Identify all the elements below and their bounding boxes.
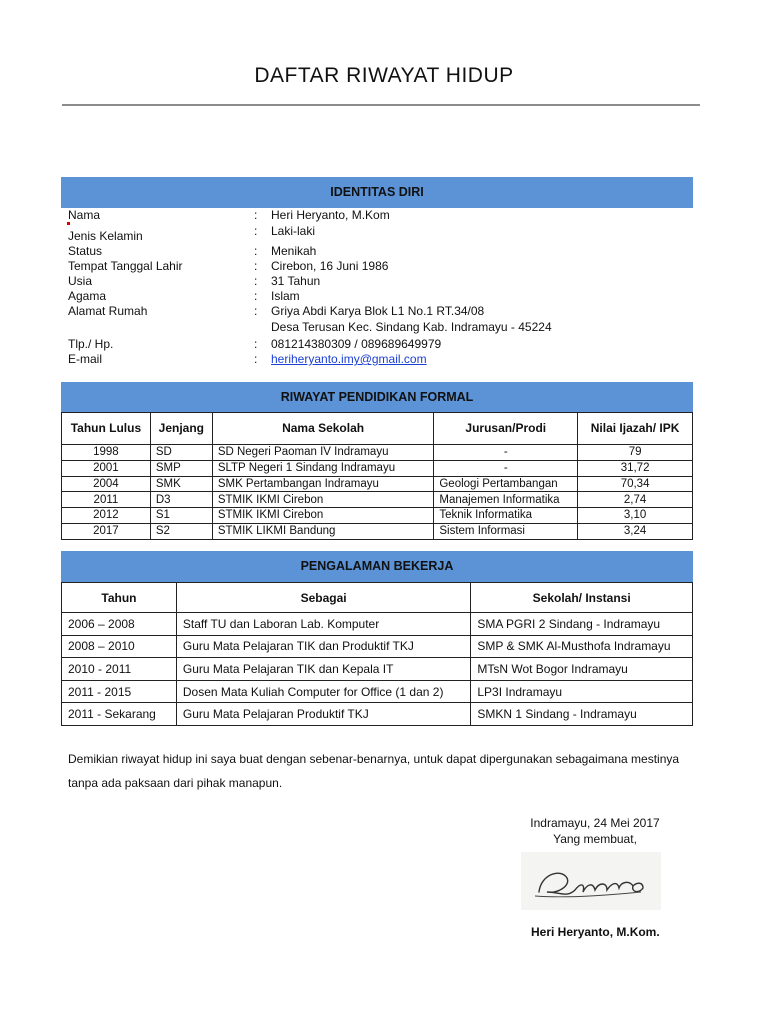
- table-cell: SMK: [150, 476, 212, 492]
- identity-label: E-mail: [68, 352, 103, 366]
- identity-separator: :: [254, 244, 258, 258]
- identity-separator: :: [254, 259, 258, 273]
- table-header-row: [62, 413, 693, 445]
- table-cell: Dosen Mata Kuliah Computer for Office (1 dan 2): [176, 680, 470, 703]
- identity-separator: :: [254, 337, 258, 351]
- table-cell: SMK Pertambangan Indramayu: [212, 476, 434, 492]
- identity-separator: :: [254, 224, 258, 238]
- identity-label: Tlp./ Hp.: [68, 337, 114, 351]
- table-cell: 2011: [62, 492, 151, 508]
- table-row: [62, 703, 693, 726]
- table-cell: SD Negeri Paoman IV Indramayu: [212, 445, 434, 461]
- table-cell: 70,34: [578, 476, 693, 492]
- identity-row-address: [68, 304, 688, 319]
- identity-label: Nama: [68, 208, 101, 222]
- signer-name: Heri Heryanto, M.Kom.: [531, 925, 660, 939]
- identity-separator: :: [254, 304, 258, 318]
- table-cell: 2006 – 2008: [62, 613, 177, 636]
- table-cell: Guru Mata Pelajaran TIK dan Kepala IT: [176, 658, 470, 681]
- table-cell: -: [434, 460, 578, 476]
- column-header: Tahun Lulus: [62, 413, 151, 445]
- table-row: [62, 680, 693, 703]
- table-header-row: [62, 583, 693, 613]
- email-link[interactable]: heriheryanto.imy@gmail.com: [271, 352, 427, 366]
- identity-row-phone: [68, 337, 688, 352]
- education-table: [61, 412, 693, 540]
- table-cell: STMIK LIKMI Bandung: [212, 523, 434, 539]
- table-cell: 79: [578, 445, 693, 461]
- table-cell: MTsN Wot Bogor Indramayu: [471, 658, 693, 681]
- table-cell: Guru Mata Pelajaran Produktif TKJ: [176, 703, 470, 726]
- table-cell: D3: [150, 492, 212, 508]
- identity-row-gender: [68, 224, 688, 243]
- table-row: [62, 460, 693, 476]
- identity-row-email: [68, 352, 688, 367]
- closing-line-1: Demikian riwayat hidup ini saya buat dengan sebenar-benarnya, untuk dapat dipergunakan sebagaimana mestinya: [68, 752, 680, 766]
- identity-value: Heri Heryanto, M.Kom: [271, 208, 390, 222]
- column-header: Jenjang: [150, 413, 212, 445]
- table-cell: S2: [150, 523, 212, 539]
- table-cell: 2010 - 2011: [62, 658, 177, 681]
- table-cell: SD: [150, 445, 212, 461]
- identity-label: Status: [68, 244, 103, 258]
- table-row: [62, 508, 693, 524]
- table-cell: 3,24: [578, 523, 693, 539]
- table-row: [62, 635, 693, 658]
- column-header: Nama Sekolah: [212, 413, 434, 445]
- table-cell: LP3I Indramayu: [471, 680, 693, 703]
- table-cell: 2012: [62, 508, 151, 524]
- identity-section-header: IDENTITAS DIRI: [61, 177, 693, 208]
- table-cell: STMIK IKMI Cirebon: [212, 508, 434, 524]
- table-cell: 2011 - Sekarang: [62, 703, 177, 726]
- identity-separator: :: [254, 289, 258, 303]
- table-cell: 3,10: [578, 508, 693, 524]
- identity-label: Usia: [68, 274, 93, 288]
- identity-value: Islam: [271, 289, 300, 303]
- table-cell: Guru Mata Pelajaran TIK dan Produktif TKJ: [176, 635, 470, 658]
- education-section-header: RIWAYAT PENDIDIKAN FORMAL: [61, 382, 693, 413]
- table-cell: 2011 - 2015: [62, 680, 177, 703]
- identity-separator: :: [254, 274, 258, 288]
- column-header: Tahun: [62, 583, 177, 613]
- table-cell: SLTP Negeri 1 Sindang Indramayu: [212, 460, 434, 476]
- identity-label: Alamat Rumah: [68, 304, 148, 318]
- identity-value: Cirebon, 16 Juni 1986: [271, 259, 389, 273]
- identity-separator: :: [254, 208, 258, 222]
- table-cell: 2008 – 2010: [62, 635, 177, 658]
- signature-image: [521, 852, 661, 910]
- table-cell: Geologi Pertambangan: [434, 476, 578, 492]
- identity-row-birth: [68, 259, 688, 274]
- table-cell: SMP: [150, 460, 212, 476]
- table-row: [62, 476, 693, 492]
- identity-value: Griya Abdi Karya Blok L1 No.1 RT.34/08: [271, 304, 485, 318]
- table-cell: 2004: [62, 476, 151, 492]
- signature-place-date: Indramayu, 24 Mei 2017: [530, 816, 660, 830]
- table-cell: 2017: [62, 523, 151, 539]
- column-header: Nilai Ijazah/ IPK: [578, 413, 693, 445]
- identity-value: 31 Tahun: [271, 274, 321, 288]
- table-row: [62, 523, 693, 539]
- table-cell: Staff TU dan Laboran Lab. Komputer: [176, 613, 470, 636]
- title-divider: [62, 104, 700, 106]
- table-row: [62, 445, 693, 461]
- identity-row-name: [68, 208, 688, 223]
- column-header: Sebagai: [176, 583, 470, 613]
- table-row: [62, 492, 693, 508]
- signature-made-by: Yang membuat,: [553, 832, 637, 846]
- column-header: Sekolah/ Instansi: [471, 583, 693, 613]
- work-section-header: PENGALAMAN BEKERJA: [61, 551, 693, 582]
- table-cell: -: [434, 445, 578, 461]
- identity-value: Desa Terusan Kec. Sindang Kab. Indramayu - 45224: [271, 320, 552, 334]
- table-cell: SMP & SMK Al-Musthofa Indramayu: [471, 635, 693, 658]
- table-cell: Manajemen Informatika: [434, 492, 578, 508]
- table-cell: SMA PGRI 2 Sindang - Indramayu: [471, 613, 693, 636]
- identity-row-address-line2: [68, 320, 688, 335]
- identity-value: Laki-laki: [271, 224, 316, 238]
- identity-label: Agama: [68, 289, 107, 303]
- identity-row-religion: [68, 289, 688, 304]
- table-cell: 2,74: [578, 492, 693, 508]
- table-cell: STMIK IKMI Cirebon: [212, 492, 434, 508]
- identity-row-age: [68, 274, 688, 289]
- signature-scribble: [521, 852, 661, 910]
- table-cell: S1: [150, 508, 212, 524]
- table-row: [62, 613, 693, 636]
- table-cell: Teknik Informatika: [434, 508, 578, 524]
- identity-label: Jenis Kelamin: [68, 229, 143, 243]
- closing-line-2: tanpa ada paksaan dari pihak manapun.: [68, 776, 283, 790]
- table-cell: SMKN 1 Sindang - Indramayu: [471, 703, 693, 726]
- identity-row-status: [68, 244, 688, 259]
- identity-label: Tempat Tanggal Lahir: [68, 259, 183, 273]
- identity-value: Menikah: [271, 244, 317, 258]
- table-row: [62, 658, 693, 681]
- table-cell: 1998: [62, 445, 151, 461]
- document-title: DAFTAR RIWAYAT HIDUP: [254, 64, 514, 87]
- work-table: [61, 582, 693, 726]
- identity-separator: :: [254, 352, 258, 366]
- table-cell: Sistem Informasi: [434, 523, 578, 539]
- table-cell: 31,72: [578, 460, 693, 476]
- table-cell: 2001: [62, 460, 151, 476]
- column-header: Jurusan/Prodi: [434, 413, 578, 445]
- identity-value: 081214380309 / 089689649979: [271, 337, 442, 351]
